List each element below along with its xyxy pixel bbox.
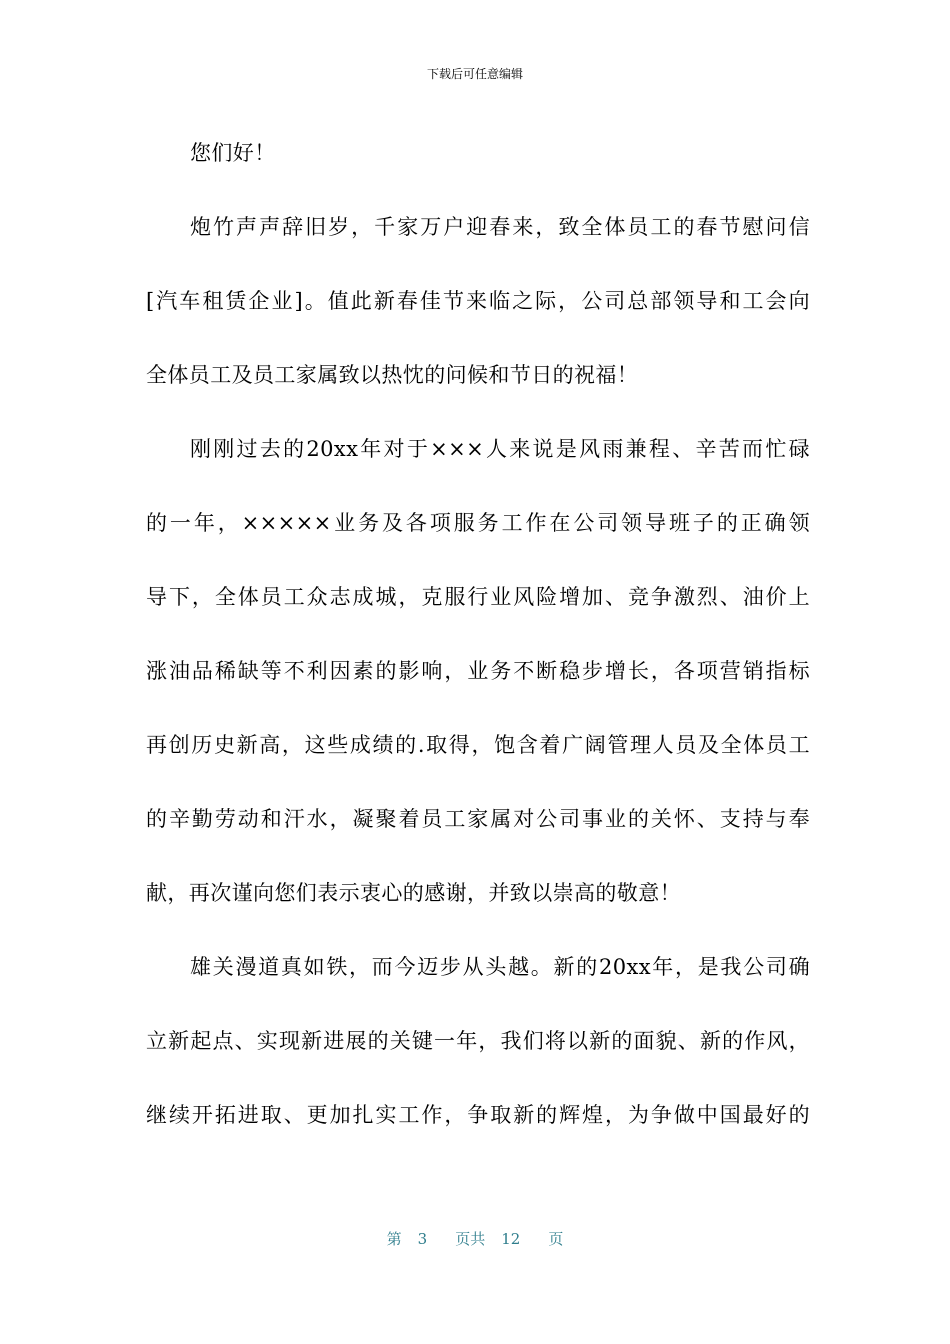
paragraph-line: 的辛勤劳动和汗水，凝聚着员工家属对公司事业的关怀、支持与奉 bbox=[146, 807, 810, 831]
paragraph-line: 涨油品稀缺等不利因素的影响，业务不断稳步增长，各项营销指标 bbox=[146, 659, 810, 683]
greeting-line: 您们好！ bbox=[190, 141, 276, 165]
paragraph-line: 全体员工及员工家属致以热忱的问候和节日的祝福！ bbox=[146, 363, 639, 387]
paragraph-line: 继续开拓进取、更加扎实工作，争取新的辉煌，为争做中国最好的 bbox=[146, 1103, 810, 1127]
paragraph-line: 炮竹声声辞旧岁，千家万户迎春来，致全体员工的春节慰问信 bbox=[190, 215, 810, 239]
paragraph-line: 雄关漫道真如铁，而今迈步从头越。新的20xx年，是我公司确 bbox=[190, 955, 810, 979]
paragraph-line: 献，再次谨向您们表示衷心的感谢，并致以崇高的敬意！ bbox=[146, 881, 681, 905]
paragraph-line: 导下，全体员工众志成城，克服行业风险增加、竞争激烈、油价上 bbox=[146, 585, 810, 609]
page-number-footer bbox=[0, 1229, 950, 1249]
footer-middle: 页共 bbox=[455, 1230, 486, 1248]
paragraph-line: 立新起点、实现新进展的关键一年，我们将以新的面貌、新的作风， bbox=[146, 1029, 810, 1053]
paragraph-line: [汽车租赁企业]。值此新春佳节来临之际，公司总部领导和工会向 bbox=[146, 289, 810, 313]
paragraph-line: 的一年，×××××业务及各项服务工作在公司领导班子的正确领 bbox=[146, 511, 810, 535]
footer-current-page: 3 bbox=[417, 1230, 428, 1248]
paragraph-line: 再创历史新高，这些成绩的.取得，饱含着广阔管理人员及全体员工 bbox=[146, 733, 810, 757]
page-header-note: 下载后可任意编辑 bbox=[426, 67, 523, 81]
letter-body bbox=[146, 116, 810, 1152]
footer-prefix: 第 bbox=[386, 1230, 402, 1248]
footer-suffix: 页 bbox=[548, 1230, 564, 1248]
footer-total-pages: 12 bbox=[501, 1230, 521, 1248]
paragraph-line: 刚刚过去的20xx年对于×××人来说是风雨兼程、辛苦而忙碌 bbox=[190, 437, 810, 461]
